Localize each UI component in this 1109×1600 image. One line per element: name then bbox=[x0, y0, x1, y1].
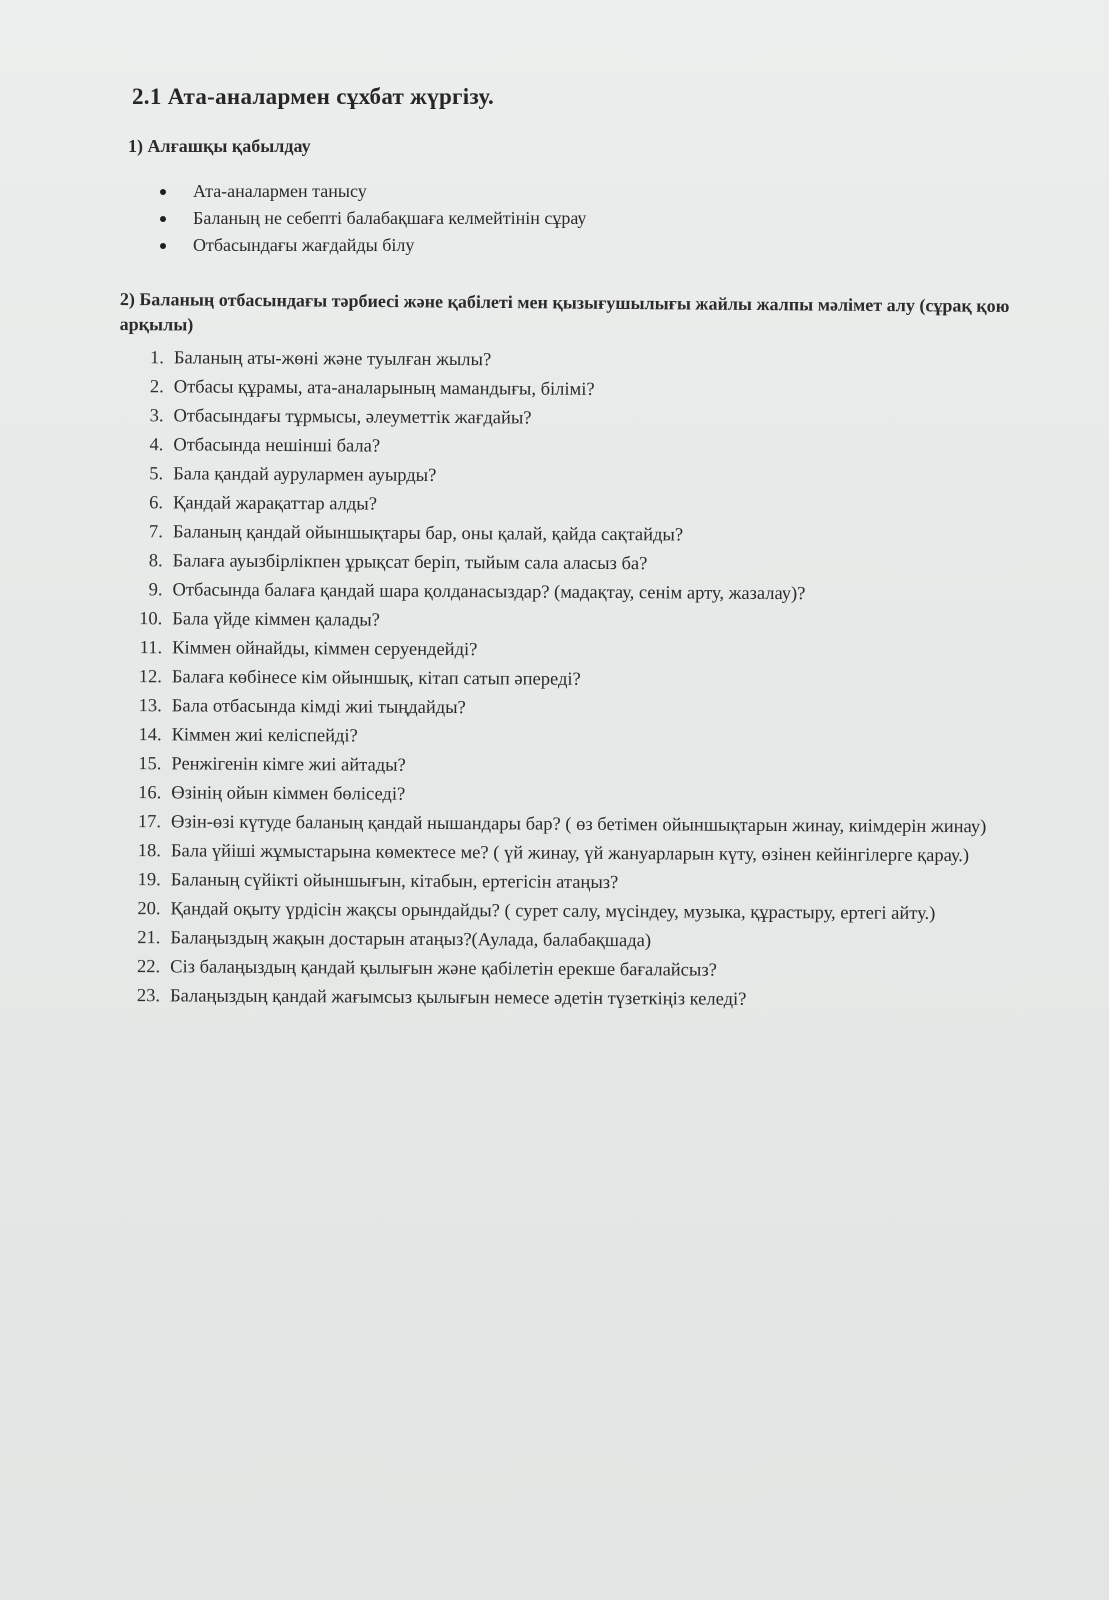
bullet-item: Баланың не себепті балабақшаға келмейтінін сұрау bbox=[160, 205, 586, 232]
part1-heading: 1) Алғашқы қабылдау bbox=[128, 136, 311, 156]
question-text: Балаға ауызбірлікпен ұрықсат беріп, тыйым сала аласыз ба? bbox=[172, 551, 648, 575]
question-text: Баланың қандай ойыншықтары бар, оны қалай, қайда сақтайды? bbox=[172, 522, 684, 546]
question-number: 12. bbox=[138, 667, 163, 688]
question-number: 6. bbox=[149, 493, 164, 514]
question-text: Бала қандай аурулармен ауырды? bbox=[173, 464, 437, 486]
question-number: 9. bbox=[148, 580, 163, 601]
bullet-item: Отбасындағы жағдайды білу bbox=[160, 232, 586, 259]
question-number: 17. bbox=[137, 812, 162, 833]
question-number: 19. bbox=[137, 870, 161, 891]
question-text: Қандай оқыту үрдісін жақсы орындайды? ( сурет салу, мүсіндеу, музыка, құрастыру, ертегі айту.) bbox=[170, 899, 936, 925]
question-text: Өзін-өзі күтуде баланың қандай нышандары бар? ( өз бетімен ойыншықтарын жинау, киімдерін жинау) bbox=[171, 812, 987, 838]
question-number: 14. bbox=[138, 725, 162, 746]
question-number: 16. bbox=[138, 783, 162, 804]
question-number: 5. bbox=[149, 464, 164, 485]
question-number: 18. bbox=[137, 841, 161, 862]
question-text: Кіммен ойнайды, кіммен серуендейді? bbox=[172, 638, 478, 661]
question-text: Балаға көбінесе кім ойыншық, кітап сатып әпереді? bbox=[171, 667, 581, 690]
question-number: 2. bbox=[149, 377, 164, 398]
part2-heading: 2) Баланың отбасындағы тәрбиесі және қабілеті мен қызығушылығы жайлы жалпы мәлімет алу (сұрақ қою арқылы) bbox=[119, 288, 1010, 335]
question-text: Балаңыздың жақын достарын атаңыз?(Аулада, балабақшада) bbox=[170, 928, 652, 952]
question-number: 23. bbox=[136, 986, 161, 1007]
bullet-item: Ата-аналармен танысу bbox=[160, 178, 586, 205]
question-text: Баланың сүйікті ойыншығын, кітабын, ертегісін атаңыз? bbox=[170, 870, 619, 894]
question-number: 8. bbox=[148, 551, 163, 572]
question-number: 15. bbox=[138, 754, 162, 775]
question-text: Кіммен жиі келіспейді? bbox=[171, 725, 358, 747]
question-text: Сіз балаңыздың қандай қылығын және қабілетін ерекше бағалайсыз? bbox=[170, 957, 717, 981]
question-number: 4. bbox=[149, 435, 164, 456]
question-number: 21. bbox=[137, 928, 161, 949]
question-number: 11. bbox=[139, 638, 163, 659]
question-text: Қандай жарақаттар алды? bbox=[172, 493, 378, 515]
question-text: Бала отбасында кімді жиі тыңдайды? bbox=[171, 696, 466, 719]
question-number: 7. bbox=[148, 522, 163, 543]
question-list bbox=[114, 344, 1058, 1017]
question-number: 10. bbox=[139, 609, 163, 630]
question-text: Балаңыздың қандай жағымсыз қылығын немесе әдетін түзеткіңіз келеді? bbox=[169, 986, 747, 1010]
question-item bbox=[114, 982, 1054, 1017]
question-number: 13. bbox=[138, 696, 162, 717]
question-number: 3. bbox=[149, 406, 164, 427]
section-title: 2.1 Ата-аналармен сұхбат жүргізу. bbox=[132, 84, 495, 109]
question-text: Отбасындағы тұрмысы, әлеуметтік жағдайы? bbox=[173, 406, 532, 429]
question-number: 20. bbox=[137, 899, 161, 920]
question-number: 22. bbox=[137, 957, 161, 978]
question-text: Бала үйде кіммен қалады? bbox=[172, 609, 380, 631]
question-text: Баланың аты-жөні және туылған жылы? bbox=[173, 348, 492, 371]
question-text: Отбасы құрамы, ата-аналарының мамандығы, білімі? bbox=[173, 377, 595, 400]
question-text: Отбасында балаға қандай шара қолданасыздар? (мадақтау, сенім арту, жазалау)? bbox=[172, 580, 806, 605]
question-text: Өзінің ойын кіммен бөліседі? bbox=[171, 783, 406, 805]
part1-bullet-list bbox=[160, 178, 586, 259]
question-text: Отбасында нешінші бала? bbox=[173, 435, 381, 457]
question-text: Бала үйішi жұмыстарына көмектесе ме? ( үй жинау, үй жануарларын күту, өзінен кейінгілерге қарау.) bbox=[170, 841, 970, 867]
question-number: 1. bbox=[149, 348, 164, 369]
question-text: Ренжігенін кімге жиі айтады? bbox=[171, 754, 406, 776]
